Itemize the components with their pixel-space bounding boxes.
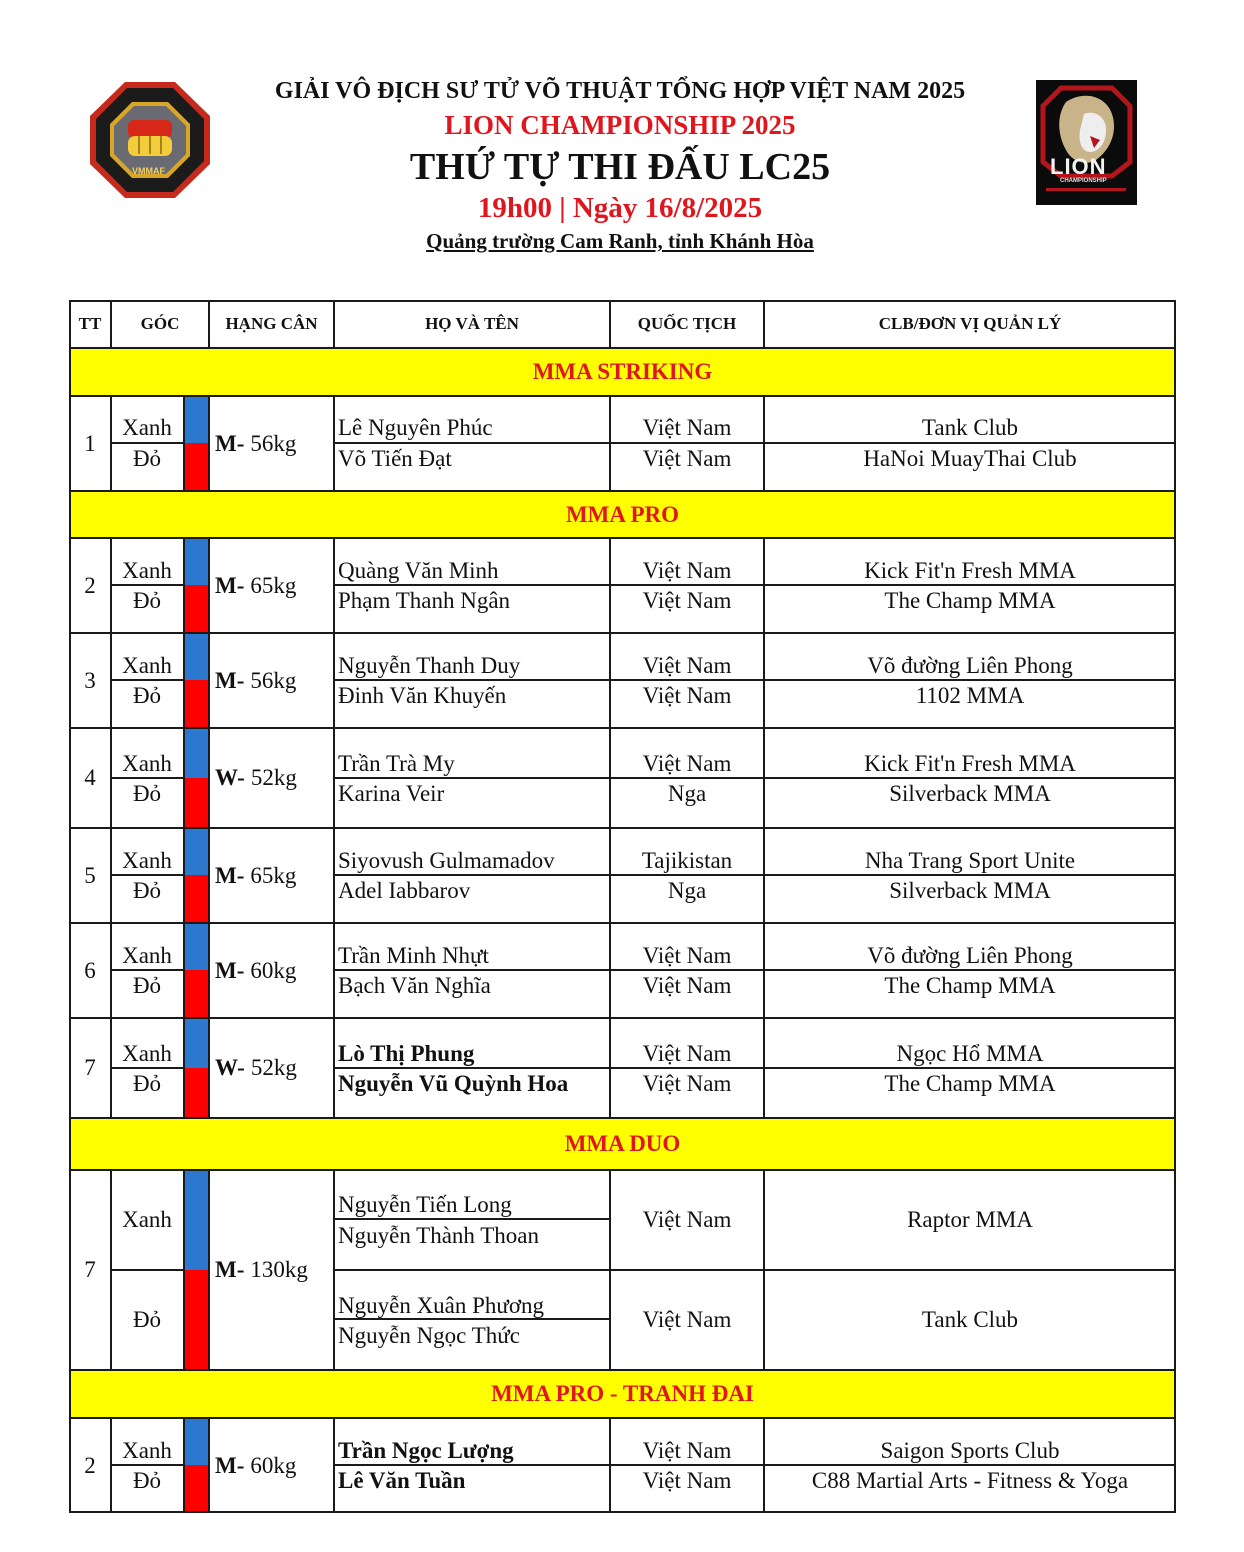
- fighter-blue-name: Quàng Văn Minh: [338, 558, 499, 583]
- divider: [208, 1170, 210, 1370]
- weight-value: 56kg: [250, 430, 297, 456]
- fighter-blue-club: Kick Fit'n Fresh MMA: [864, 558, 1076, 583]
- fighter-blue-nation: Việt Nam: [642, 558, 732, 583]
- fighter-blue-club: Ngọc Hổ MMA: [896, 1041, 1044, 1066]
- blue-corner-marker: [184, 828, 209, 875]
- weight-value: 65kg: [250, 572, 297, 598]
- fighter-blue-club: Tank Club: [921, 415, 1019, 440]
- weight-class: [215, 538, 334, 633]
- corner-blue-label: Xanh: [122, 751, 172, 776]
- divider: [609, 538, 611, 1118]
- weight-value: 60kg: [250, 957, 297, 983]
- team-blue-nation: Việt Nam: [642, 1207, 732, 1232]
- lion-championship-logo: [1036, 80, 1137, 205]
- divider: [69, 395, 1176, 397]
- fighter-red-club: The Champ MMA: [884, 1071, 1056, 1096]
- fighter-blue-nation: Việt Nam: [642, 943, 732, 968]
- divider: [111, 777, 184, 779]
- corner-red-label: Đỏ: [132, 1307, 162, 1332]
- match-number: 2: [84, 1452, 96, 1478]
- divider: [69, 300, 71, 1513]
- tournament-title: GIẢI VÔ ĐỊCH SƯ TỬ VÕ THUẬT TỔNG HỢP VIỆT NAM 2025: [274, 78, 966, 104]
- weight-value: 65kg: [250, 862, 297, 888]
- fighter-blue-name: Trần Ngọc Lượng: [338, 1438, 514, 1463]
- corner-red-label: Đỏ: [132, 1468, 162, 1493]
- column-header-corner: GÓC: [140, 314, 180, 333]
- red-corner-marker: [184, 680, 209, 728]
- red-corner-marker: [184, 1068, 209, 1118]
- fighter-red-name: Karina Veir: [338, 781, 445, 806]
- fighter-blue-nation: Việt Nam: [642, 1041, 732, 1066]
- fighter-red-nation: Nga: [667, 781, 707, 806]
- weight-class: [215, 396, 334, 491]
- match-number: 4: [84, 765, 96, 790]
- weight-value: 130kg: [250, 1257, 308, 1282]
- divider: [111, 584, 184, 586]
- match-number: 7: [84, 1257, 96, 1282]
- weight-class: [215, 1418, 334, 1513]
- fighter-blue-club: Kick Fit'n Fresh MMA: [864, 751, 1076, 776]
- divider: [111, 969, 184, 971]
- fighter-red-name: Adel Iabbarov: [338, 878, 471, 903]
- divider: [334, 679, 1176, 681]
- divider: [763, 1418, 765, 1513]
- blue-corner-marker: [184, 633, 209, 680]
- blue-corner-marker: [184, 1170, 209, 1270]
- divider: [110, 1170, 112, 1370]
- event-datetime: 19h00 | Ngày 16/8/2025: [477, 192, 763, 224]
- divider: [183, 538, 185, 1118]
- fighter-blue-club: Võ đường Liên Phong: [867, 943, 1073, 968]
- weight-value: 52kg: [250, 1055, 297, 1080]
- gender-code: W-: [215, 765, 245, 790]
- fighter-red-name: Bạch Văn Nghĩa: [338, 973, 491, 998]
- divider: [69, 490, 1176, 492]
- fighter-blue-club: Võ đường Liên Phong: [867, 653, 1073, 678]
- red-corner-marker: [184, 970, 209, 1018]
- divider: [69, 1117, 1176, 1119]
- fighter-blue-name-1: Nguyễn Tiến Long: [338, 1192, 512, 1217]
- red-corner-marker: [184, 778, 209, 828]
- logo-right-sub: CHAMPIONSHIP: [1060, 178, 1107, 184]
- team-red-nation: Việt Nam: [642, 1307, 732, 1332]
- column-header-name: HỌ VÀ TÊN: [425, 314, 519, 333]
- fighter-red-nation: Việt Nam: [642, 1071, 732, 1096]
- divider: [110, 538, 112, 1118]
- column-header-nationality: QUỐC TỊCH: [637, 314, 737, 333]
- column-header-club: CLB/ĐƠN VỊ QUẢN LÝ: [878, 314, 1062, 333]
- fighter-red-nation: Việt Nam: [642, 446, 732, 471]
- divider: [111, 874, 184, 876]
- divider: [334, 1269, 1176, 1271]
- fighter-blue-name: Siyovush Gulmamadov: [338, 848, 555, 873]
- team-blue-club: Raptor MMA: [907, 1207, 1033, 1232]
- divider: [333, 396, 335, 491]
- fighter-blue-club: Nha Trang Sport Unite: [864, 848, 1076, 873]
- weight-value: 60kg: [250, 1452, 297, 1478]
- fighter-red-club: HaNoi MuayThai Club: [863, 446, 1077, 471]
- corner-red-label: Đỏ: [132, 781, 162, 806]
- divider: [334, 442, 1176, 444]
- column-header-weight: HẠNG CÂN: [225, 314, 318, 333]
- divider: [111, 679, 184, 681]
- divider: [69, 727, 1176, 729]
- fighter-blue-name: Trần Minh Nhựt: [338, 943, 489, 968]
- corner-blue-label: Xanh: [122, 653, 172, 678]
- divider: [334, 1218, 610, 1220]
- fighter-red-name: Võ Tiến Đạt: [338, 446, 452, 471]
- divider: [208, 1418, 210, 1513]
- fighter-red-nation: Việt Nam: [642, 683, 732, 708]
- match-number: 1: [84, 430, 96, 456]
- blue-corner-marker: [184, 728, 209, 778]
- fighter-blue-club: Saigon Sports Club: [880, 1438, 1060, 1463]
- blue-corner-marker: [184, 923, 209, 970]
- divider: [1174, 300, 1176, 1513]
- red-corner-marker: [184, 1465, 209, 1513]
- divider: [69, 1417, 1176, 1419]
- gender-code: M-: [215, 572, 245, 598]
- fist-emblem-icon: [88, 80, 212, 200]
- divider: [334, 969, 1176, 971]
- section-mma-duo: MMA DUO: [69, 1118, 1176, 1170]
- divider: [334, 1067, 1176, 1069]
- fighter-blue-name: Trần Trà My: [338, 751, 455, 776]
- divider: [183, 1418, 185, 1513]
- divider: [333, 1418, 335, 1513]
- fighter-blue-name: Lê Nguyên Phúc: [338, 415, 493, 440]
- divider: [69, 632, 1176, 634]
- fighter-blue-name-2: Nguyễn Thành Thoan: [338, 1223, 540, 1248]
- corner-blue-label: Xanh: [122, 1438, 172, 1463]
- corner-blue-label: Xanh: [122, 943, 172, 968]
- red-corner-marker: [184, 443, 209, 491]
- fight-schedule-table: [69, 300, 1176, 1513]
- fighter-red-club: Silverback MMA: [889, 878, 1051, 903]
- blue-corner-marker: [184, 1018, 209, 1068]
- divider: [609, 1418, 611, 1513]
- corner-red-label: Đỏ: [132, 1071, 162, 1096]
- divider: [763, 538, 765, 1118]
- section-mma-striking: MMA STRIKING: [69, 348, 1176, 396]
- fighter-blue-nation: Việt Nam: [642, 653, 732, 678]
- match-number: 6: [84, 957, 96, 983]
- divider: [208, 300, 210, 348]
- fighter-red-nation: Việt Nam: [642, 1468, 732, 1493]
- match-number: 7: [84, 1055, 96, 1080]
- fighter-red-name: Phạm Thanh Ngân: [338, 588, 511, 613]
- fighter-red-name: Nguyễn Vũ Quỳnh Hoa: [338, 1071, 569, 1096]
- page-title: THỨ TỰ THI ĐẤU LC25: [409, 146, 831, 188]
- divider: [69, 1511, 1176, 1513]
- divider: [111, 442, 184, 444]
- divider: [110, 300, 112, 348]
- gender-code: M-: [215, 667, 245, 693]
- fighter-red-club: The Champ MMA: [884, 973, 1056, 998]
- divider: [609, 300, 611, 348]
- corner-blue-label: Xanh: [122, 415, 172, 440]
- match-number: 2: [84, 572, 96, 598]
- blue-corner-marker: [184, 396, 209, 443]
- weight-value: 56kg: [250, 667, 297, 693]
- corner-red-label: Đỏ: [132, 446, 162, 471]
- blue-corner-marker: [184, 538, 209, 585]
- fighter-blue-nation: Việt Nam: [642, 415, 732, 440]
- fighter-blue-name: Lò Thị Phung: [338, 1041, 475, 1066]
- logo-right-text: LION: [1050, 154, 1107, 179]
- fighter-blue-nation: Việt Nam: [642, 751, 732, 776]
- divider: [208, 396, 210, 491]
- fighter-blue-name: Nguyễn Thanh Duy: [338, 653, 521, 678]
- gender-code: M-: [215, 862, 245, 888]
- fighter-red-club: C88 Martial Arts - Fitness & Yoga: [811, 1468, 1129, 1493]
- fighter-blue-nation: Việt Nam: [642, 1438, 732, 1463]
- fighter-red-name-1: Nguyễn Xuân Phương: [338, 1293, 545, 1318]
- corner-red-label: Đỏ: [132, 973, 162, 998]
- logo-left-text: VMMAF: [132, 166, 165, 176]
- divider: [334, 874, 1176, 876]
- divider: [69, 300, 1176, 302]
- divider: [334, 584, 1176, 586]
- fighter-red-nation: Nga: [667, 878, 707, 903]
- divider: [334, 1318, 610, 1320]
- divider: [69, 1369, 1176, 1371]
- weight-class: [215, 923, 334, 1018]
- gender-code: M-: [215, 430, 245, 456]
- column-header-tt: TT: [78, 314, 102, 333]
- weight-class: [215, 728, 334, 828]
- corner-blue-label: Xanh: [122, 558, 172, 583]
- match-number: 5: [84, 862, 96, 888]
- divider: [69, 1017, 1176, 1019]
- divider: [333, 300, 335, 348]
- divider: [69, 922, 1176, 924]
- corner-red-label: Đỏ: [132, 878, 162, 903]
- championship-name: LION CHAMPIONSHIP 2025: [444, 110, 796, 140]
- divider: [763, 1170, 765, 1370]
- divider: [183, 1170, 185, 1370]
- divider: [763, 300, 765, 348]
- corner-blue-label: Xanh: [122, 1207, 172, 1232]
- weight-class: [215, 633, 334, 728]
- gender-code: M-: [215, 1452, 245, 1478]
- match-number: 3: [84, 667, 96, 693]
- divider: [110, 396, 112, 491]
- fighter-red-nation: Việt Nam: [642, 973, 732, 998]
- divider: [110, 1418, 112, 1513]
- divider: [763, 396, 765, 491]
- fighter-red-club: Silverback MMA: [889, 781, 1051, 806]
- corner-red-label: Đỏ: [132, 683, 162, 708]
- divider: [111, 1269, 184, 1271]
- fighter-red-club: The Champ MMA: [884, 588, 1056, 613]
- fighter-red-name: Đinh Văn Khuyến: [338, 683, 507, 708]
- gender-code: M-: [215, 957, 245, 983]
- weight-class: [215, 1170, 334, 1370]
- gender-code: M-: [215, 1257, 245, 1282]
- section-mma-pro-title-fight: MMA PRO - TRANH ĐAI: [69, 1370, 1176, 1418]
- divider: [69, 827, 1176, 829]
- divider: [334, 1464, 1176, 1466]
- red-corner-marker: [184, 585, 209, 633]
- divider: [334, 777, 1176, 779]
- fighter-red-name: Lê Văn Tuần: [338, 1468, 466, 1493]
- red-corner-marker: [184, 1270, 209, 1370]
- divider: [69, 347, 1176, 349]
- divider: [333, 1170, 335, 1370]
- weight-class: [215, 828, 334, 923]
- corner-blue-label: Xanh: [122, 1041, 172, 1066]
- divider: [111, 1464, 184, 1466]
- section-mma-pro: MMA PRO: [69, 491, 1176, 538]
- event-venue: Quảng trường Cam Ranh, tỉnh Khánh Hòa: [426, 229, 814, 253]
- fighter-red-club: 1102 MMA: [915, 683, 1025, 708]
- divider: [609, 1170, 611, 1370]
- corner-red-label: Đỏ: [132, 588, 162, 613]
- gender-code: W-: [215, 1055, 245, 1080]
- weight-value: 52kg: [250, 765, 297, 790]
- divider: [333, 538, 335, 1118]
- blue-corner-marker: [184, 1418, 209, 1465]
- divider: [183, 396, 185, 491]
- fighter-blue-nation: Tajikistan: [641, 848, 733, 873]
- corner-blue-label: Xanh: [122, 848, 172, 873]
- divider: [69, 1169, 1176, 1171]
- divider: [111, 1067, 184, 1069]
- fighter-red-nation: Việt Nam: [642, 588, 732, 613]
- divider: [609, 396, 611, 491]
- weight-class: [215, 1018, 334, 1118]
- team-red-club: Tank Club: [921, 1307, 1019, 1332]
- lion-head-icon: [1036, 80, 1137, 205]
- red-corner-marker: [184, 875, 209, 923]
- vmmaf-logo: [88, 80, 212, 200]
- fighter-red-name-2: Nguyễn Ngọc Thức: [338, 1323, 520, 1348]
- divider: [69, 537, 1176, 539]
- divider: [208, 538, 210, 1118]
